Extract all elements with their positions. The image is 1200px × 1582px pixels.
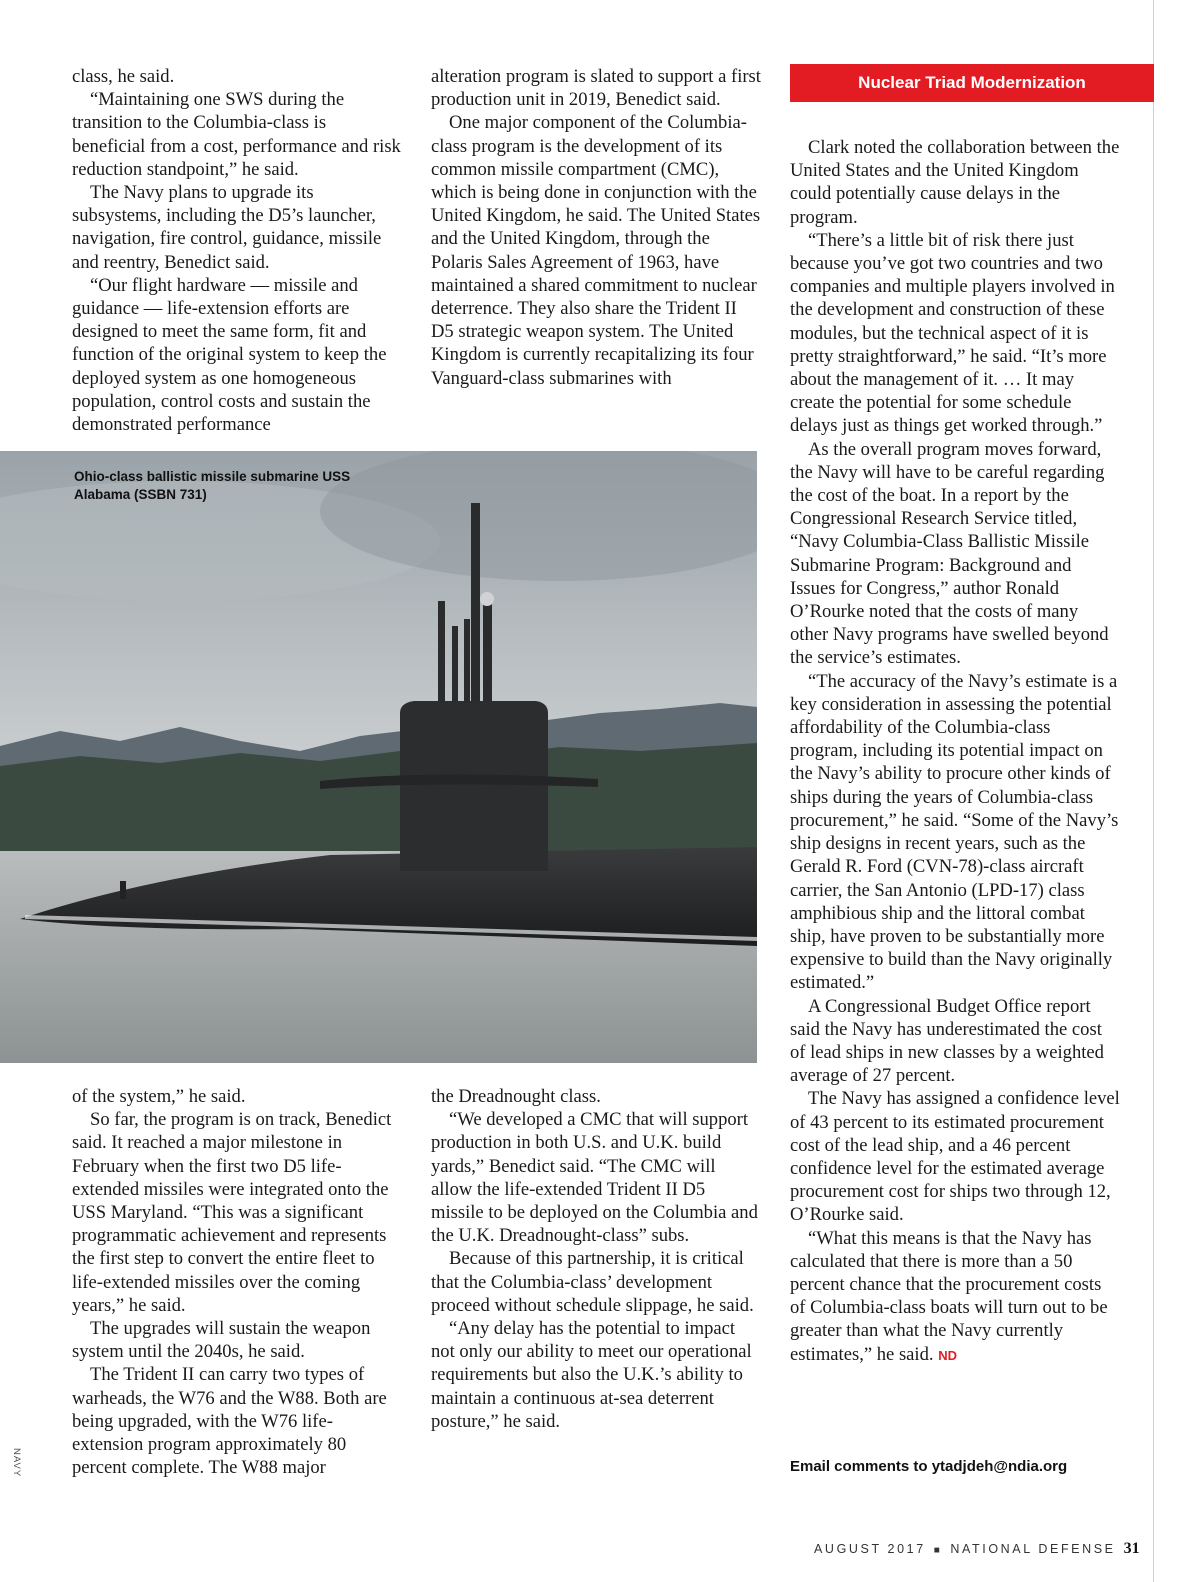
paragraph: The Navy plans to upgrade its subsystems, including the D5’s launcher, navigation, fire control, guidance, missile and reentry, Benedict said.: [72, 182, 382, 273]
page-footer: [814, 1540, 1140, 1558]
footer-separator: ■: [933, 1545, 943, 1556]
page-number: 31: [1123, 1540, 1140, 1557]
paragraph: The upgrades will sustain the weapon system until the 2040s, he said.: [72, 1318, 371, 1363]
paragraph: Clark noted the collaboration between the United States and the United Kingdom could potentially cause delays in the program.: [790, 137, 1120, 228]
paragraph-text: “What this means is that the Navy has calculated that there is more than a 50 percent chance that the procurement costs of Columbia-class boats will turn out to be greater than what the Navy currently estimates,” he said.: [790, 1227, 1108, 1365]
section-banner: [790, 64, 1154, 102]
paragraph: “Any delay has the potential to impact not only our ability to meet our operational requirements but also the U.K.’s ability to maintain a continuous at-sea deterrent posture,” he said.: [431, 1318, 752, 1432]
paragraph: So far, the program is on track, Benedict said. It reached a major milestone in February when the first two D5 life-extended missiles were integrated onto the USS Maryland. “This was a significant programmatic achievement and represents the first step to convert the entire fleet to life-extended missiles over the coming years,” he said.: [72, 1109, 392, 1316]
paragraph: the Dreadnought class.: [431, 1086, 601, 1107]
paragraph: “Maintaining one SWS during the transition to the Columbia-class is beneficial from a cost, performance and risk reduction standpoint,” he said.: [72, 89, 401, 180]
column-1-top: [72, 65, 402, 436]
paragraph: “There’s a little bit of risk there just because you’ve got two countries and two companies and multiple players involved in the development and construction of these modules, but the technical aspect of it is pretty straightforward,” he said. “It’s more about the management of it. … It may create the potential for some schedule delays just as things get worked through.”: [790, 229, 1115, 437]
paragraph: of the system,” he said.: [72, 1086, 246, 1107]
paragraph: “We developed a CMC that will support production in both U.S. and U.K. build yards,” Benedict said. “The CMC will allow the life-extended Trident II D5 missile to be deployed on the Columbia and the U.K. Dreadnought-class” subs.: [431, 1109, 758, 1247]
paragraph: alteration program is slated to support a first production unit in 2019, Benedict said.: [431, 66, 761, 111]
email-comments-line: Email comments to ytadjdeh@ndia.org: [790, 1458, 1068, 1475]
column-3: [790, 136, 1120, 1367]
paragraph: As the overall program moves forward, the Navy will have to be careful regarding the cost of the boat. In a report by the Congressional Research Service titled, “Navy Columbia-Class Ballistic Missile Submarine Program: Background and Issues for Congress,” author Ronald O’Rourke noted that the costs of many other Navy programs have swelled beyond the service’s estimates.: [790, 438, 1109, 669]
paragraph: [790, 1227, 1120, 1367]
paragraph: The Navy has assigned a confidence level of 43 percent to its estimated procurement cost of the lead ship, and a 46 percent confidence level for the estimated average procurement cost for ships two through 12, O’Rourke said.: [790, 1088, 1120, 1226]
photo-credit: NAVY: [11, 1448, 22, 1478]
footer-publication: NATIONAL DEFENSE: [950, 1542, 1116, 1556]
photo-caption: Ohio-class ballistic missile submarine USS Alabama (SSBN 731): [74, 469, 351, 502]
column-1-bottom: [72, 1085, 402, 1479]
section-banner-label: Nuclear Triad Modernization: [858, 73, 1086, 92]
paragraph: The Trident II can carry two types of warheads, the W76 and the W88. Both are being upgraded, with the W76 life-extension program approximately 80 percent complete. The W88 major: [72, 1364, 387, 1479]
paragraph: One major component of the Columbia-class program is the development of its common missile compartment (CMC), which is being done in conjunction with the United Kingdom, he said. The United States and the United Kingdom, through the Polaris Sales Agreement of 1963, have maintained a shared commitment to nuclear deterrence. They also share the Trident II D5 strategic weapon system. The United Kingdom is currently recapitalizing its four Vanguard-class submarines with: [431, 112, 761, 389]
column-2-top: [431, 65, 761, 390]
submarine-photo: [0, 451, 757, 1063]
paragraph: class, he said.: [72, 66, 175, 87]
nd-end-mark: ND: [938, 1347, 957, 1363]
paragraph: “The accuracy of the Navy’s estimate is a key consideration in assessing the potential affordability of the Columbia-class program, including its potential impact on the Navy’s ability to procure other kinds of ships during the years of Columbia-class procurement,” he said. “Some of the Navy’s ship designs in recent years, such as the Gerald R. Ford (CVN-78)-class aircraft carrier, the San Antonio (LPD-17) class amphibious ship and the littoral combat ship, have proven to be substantially more expensive to build than the Navy originally estimated.”: [790, 670, 1119, 994]
paragraph: A Congressional Budget Office report said the Navy has underestimated the cost of lead ships in new classes by a weighted average of 27 percent.: [790, 995, 1104, 1087]
footer-date: AUGUST 2017: [814, 1542, 926, 1556]
page-edge: [1153, 0, 1154, 1582]
paragraph: Because of this partnership, it is critical that the Columbia-class’ development proceed without schedule slippage, he said.: [431, 1248, 754, 1316]
column-2-bottom: [431, 1085, 761, 1433]
paragraph: “Our flight hardware — missile and guidance — life-extension efforts are designed to meet the same form, fit and function of the original system to keep the deployed system as one homogeneous population, control costs and sustain the demonstrated performance: [72, 274, 387, 436]
submarine-illustration: [0, 451, 757, 1063]
